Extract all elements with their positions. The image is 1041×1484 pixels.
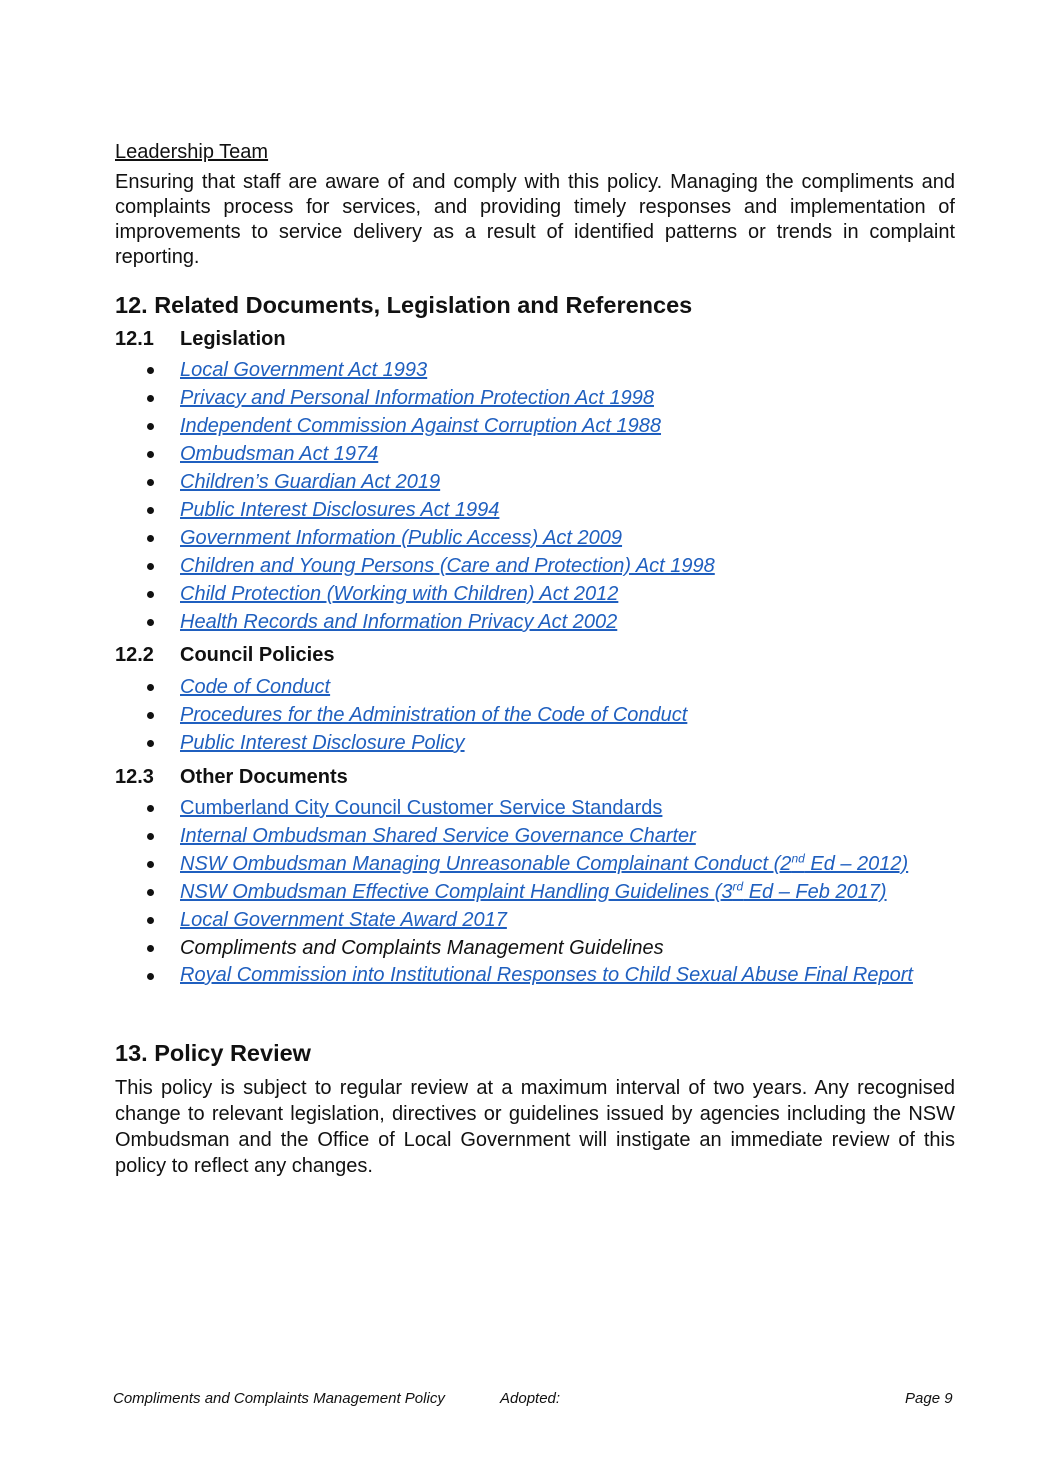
ordinal-suffix: rd — [732, 879, 744, 894]
footer-page-number: Page 9 — [905, 1390, 953, 1407]
list-item — [115, 384, 975, 412]
bullet-icon — [147, 973, 154, 980]
legislation-link[interactable]: Health Records and Information Privacy Act 2002 — [180, 611, 618, 633]
bullet-icon — [147, 861, 154, 868]
legislation-link[interactable]: Privacy and Personal Information Protection Act 1998 — [180, 387, 654, 409]
bullet-icon — [147, 945, 154, 952]
document-link[interactable]: Royal Commission into Institutional Responses to Child Sexual Abuse Final Report — [180, 964, 913, 986]
bullet-icon — [147, 395, 154, 402]
section-13-title: 13. Policy Review — [115, 1040, 311, 1066]
document-text: Compliments and Complaints Management Guidelines — [180, 937, 664, 959]
ordinal-suffix: nd — [791, 851, 805, 866]
legislation-link[interactable]: Local Government Act 1993 — [180, 359, 428, 381]
bullet-icon — [147, 805, 154, 812]
list-item — [115, 552, 975, 580]
list-item — [115, 580, 975, 608]
list-item — [115, 906, 975, 934]
bullet-icon — [147, 889, 154, 896]
subsection-12-3-heading — [115, 766, 348, 789]
document-link[interactable]: Cumberland City Council Customer Service Standards — [180, 797, 663, 819]
list-item — [115, 440, 975, 468]
list-item — [115, 496, 975, 524]
list-item — [115, 673, 975, 701]
subsection-number: 12.3 — [115, 766, 154, 788]
list-item — [115, 468, 975, 496]
list-item — [115, 412, 975, 440]
bullet-icon — [147, 451, 154, 458]
legislation-link[interactable]: Children’s Guardian Act 2019 — [180, 471, 441, 493]
bullet-icon — [147, 833, 154, 840]
list-item — [115, 962, 920, 988]
bullet-icon — [147, 917, 154, 924]
other-documents-list — [115, 794, 975, 988]
link-text: NSW Ombudsman Effective Complaint Handling Guidelines (3 — [180, 881, 733, 903]
section-12-title: 12. Related Documents, Legislation and References — [115, 292, 693, 318]
bullet-icon — [147, 507, 154, 514]
legislation-link[interactable]: Government Information (Public Access) Act 2009 — [180, 527, 623, 549]
document-link[interactable]: Local Government State Award 2017 — [180, 909, 507, 931]
subsection-12-2-heading — [115, 644, 334, 667]
list-item — [115, 356, 975, 384]
list-item — [115, 701, 975, 729]
bullet-icon — [147, 740, 154, 747]
subsection-title: Legislation — [180, 328, 286, 350]
list-item — [115, 934, 975, 962]
council-policies-list — [115, 673, 975, 757]
leadership-team-text: Ensuring that staff are aware of and comply with this policy. Managing the compliments and complaints process for services, and providing timely responses and implementation of improvements to service delivery as a result of identified patterns or trends in complaint reporting. — [115, 171, 955, 268]
bullet-icon — [147, 479, 154, 486]
subsection-12-1-heading — [115, 328, 286, 351]
list-item — [115, 878, 975, 906]
link-text: NSW Ombudsman Managing Unreasonable Complainant Conduct (2 — [180, 853, 792, 875]
document-link[interactable]: Internal Ombudsman Shared Service Governance Charter — [180, 825, 696, 847]
bullet-icon — [147, 684, 154, 691]
policy-link[interactable]: Procedures for the Administration of the Code of Conduct — [180, 704, 688, 726]
list-item — [115, 524, 975, 552]
legislation-list — [115, 356, 975, 636]
policy-review-text: This policy is subject to regular review at a maximum interval of two years. Any recognised change to relevant legislation, directives or guidelines issued by agencies including the NSW Ombudsman and the Office of Local Government will instigate an immediate review of this policy to reflect any changes. — [115, 1077, 955, 1177]
footer-doc-title: Compliments and Complaints Management Policy — [113, 1390, 445, 1407]
list-item — [115, 729, 975, 757]
document-link[interactable] — [180, 881, 887, 903]
policy-link[interactable]: Code of Conduct — [180, 676, 331, 698]
document-link[interactable] — [180, 853, 908, 875]
bullet-icon — [147, 563, 154, 570]
subsection-title: Council Policies — [180, 644, 335, 666]
legislation-link[interactable]: Public Interest Disclosures Act 1994 — [180, 499, 500, 521]
legislation-link[interactable]: Child Protection (Working with Children) Act 2012 — [180, 583, 619, 605]
bullet-icon — [147, 712, 154, 719]
leadership-team-heading: Leadership Team — [115, 141, 269, 163]
bullet-icon — [147, 423, 154, 430]
list-item — [115, 608, 975, 636]
link-text: Ed – Feb 2017) — [743, 881, 887, 903]
bullet-icon — [147, 367, 154, 374]
footer-adopted: Adopted: — [500, 1390, 561, 1407]
link-text: Ed – 2012) — [804, 853, 909, 875]
list-item — [115, 822, 975, 850]
bullet-icon — [147, 535, 154, 542]
subsection-title: Other Documents — [180, 766, 348, 788]
subsection-number: 12.1 — [115, 328, 154, 350]
policy-link[interactable]: Public Interest Disclosure Policy — [180, 732, 465, 754]
list-item — [115, 850, 975, 878]
bullet-icon — [147, 591, 154, 598]
list-item — [115, 794, 975, 822]
legislation-link[interactable]: Children and Young Persons (Care and Protection) Act 1998 — [180, 555, 715, 577]
legislation-link[interactable]: Independent Commission Against Corruption Act 1988 — [180, 415, 662, 437]
bullet-icon — [147, 619, 154, 626]
legislation-link[interactable]: Ombudsman Act 1974 — [180, 443, 379, 465]
subsection-number: 12.2 — [115, 644, 154, 666]
